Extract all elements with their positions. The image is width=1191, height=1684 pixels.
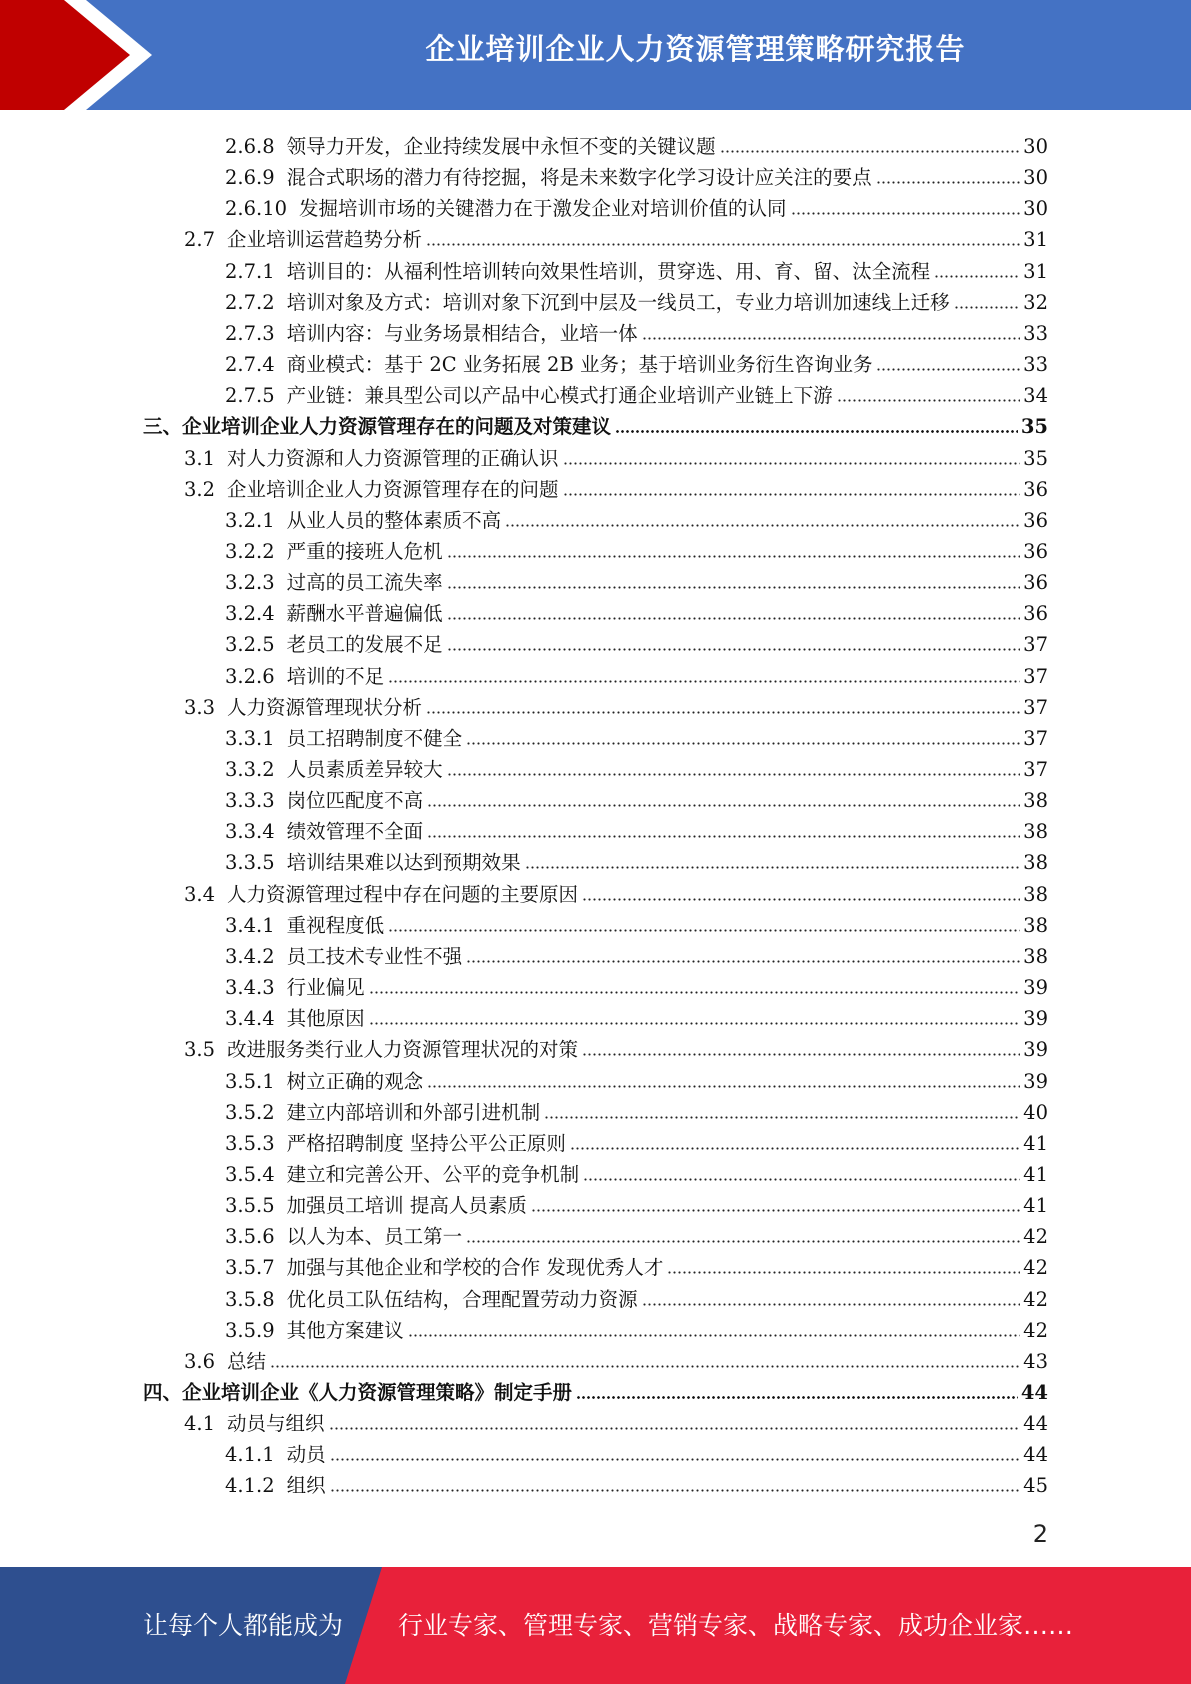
toc-entry-title: 员工招聘制度不健全: [286, 727, 463, 750]
toc-entry-number: 3.3: [184, 696, 216, 719]
toc-entry-title: 加强员工培训 提高人员素质: [286, 1194, 527, 1217]
toc-entry-page: 45: [1023, 1474, 1048, 1497]
toc-entry-number: 3.2.6: [225, 665, 275, 688]
toc-entry-title: 动员: [286, 1443, 326, 1466]
toc-entry[interactable]: [184, 470, 1048, 501]
toc-entry[interactable]: [225, 1248, 1048, 1279]
toc-entry-title: 树立正确的观念: [286, 1070, 424, 1093]
toc-dot-leader: [954, 304, 1021, 310]
toc-entry-page: 44: [1023, 1412, 1048, 1435]
toc-entry-page: 37: [1023, 633, 1048, 656]
toc-dot-leader: [369, 1020, 1021, 1026]
toc-entry-page: 30: [1023, 166, 1048, 189]
toc-entry[interactable]: [225, 1280, 1048, 1311]
toc-entry-number: 四、: [143, 1381, 183, 1404]
toc-entry-number: 3.5.4: [225, 1163, 275, 1186]
toc-entry-number: 2.6.9: [225, 166, 275, 189]
toc-entry[interactable]: [225, 283, 1048, 314]
document-title: 企业培训企业人力资源管理策略研究报告: [425, 32, 966, 66]
toc-entry-number: 3.5.2: [225, 1101, 275, 1124]
toc-entry-page: 38: [1023, 820, 1048, 843]
toc-entry-number: 4.1.1: [225, 1443, 275, 1466]
toc-entry[interactable]: [225, 314, 1048, 345]
toc-entry-number: 3.4.2: [225, 945, 275, 968]
footer-slogan-left: 让每个人都能成为: [143, 1611, 344, 1640]
toc-entry[interactable]: [225, 501, 1048, 532]
toc-dot-leader: [466, 958, 1020, 964]
toc-entry-title: 其他原因: [286, 1007, 365, 1030]
toc-entry-page: 30: [1023, 135, 1048, 158]
toc-entry-title: 严重的接班人危机: [286, 540, 443, 563]
toc-entry-number: 3.2.1: [225, 509, 275, 532]
toc-entry[interactable]: [225, 719, 1048, 750]
toc-entry[interactable]: [225, 999, 1048, 1030]
toc-entry-page: 36: [1023, 602, 1048, 625]
toc-entry-page: 31: [1023, 228, 1048, 251]
toc-entry-page: 41: [1023, 1163, 1048, 1186]
toc-dot-leader: [615, 428, 1018, 434]
toc-entry-title: 人力资源管理过程中存在问题的主要原因: [227, 883, 579, 906]
toc-entry-number: 3.4.3: [225, 976, 275, 999]
toc-entry-page: 35: [1023, 447, 1048, 470]
toc-entry[interactable]: [225, 127, 1048, 158]
toc-entry-page: 33: [1023, 322, 1048, 345]
toc-dot-leader: [583, 1176, 1020, 1182]
toc-entry-page: 42: [1023, 1319, 1048, 1342]
toc-entry[interactable]: [225, 657, 1048, 688]
toc-entry-title: 领导力开发，企业持续发展中永恒不变的关键议题: [286, 135, 716, 158]
toc-entry-number: 3.2.4: [225, 602, 275, 625]
toc-entry[interactable]: [225, 1186, 1048, 1217]
toc-dot-leader: [447, 615, 1021, 621]
toc-entry-number: 3.3.2: [225, 758, 275, 781]
toc-dot-leader: [531, 1207, 1020, 1213]
toc-entry-title: 培训的不足: [286, 665, 385, 688]
page-number: 2: [1032, 1520, 1048, 1548]
toc-entry[interactable]: [225, 625, 1048, 656]
toc-entry-page: 42: [1023, 1288, 1048, 1311]
toc-entry[interactable]: [184, 439, 1048, 470]
toc-entry-number: 3.3.5: [225, 851, 275, 874]
toc-entry[interactable]: [225, 594, 1048, 625]
toc-dot-leader: [427, 833, 1020, 839]
toc-dot-leader: [563, 460, 1021, 466]
toc-dot-leader: [582, 896, 1020, 902]
toc-dot-leader: [447, 553, 1021, 559]
toc-entry-title: 其他方案建议: [286, 1319, 404, 1342]
toc-entry-number: 2.6.10: [225, 197, 288, 220]
toc-entry-number: 2.7.2: [225, 291, 275, 314]
toc-entry[interactable]: [225, 252, 1048, 283]
toc-entry-title: 改进服务类行业人力资源管理状况的对策: [227, 1038, 579, 1061]
toc-entry[interactable]: [184, 688, 1048, 719]
toc-dot-leader: [426, 709, 1020, 715]
toc-entry-page: 37: [1023, 665, 1048, 688]
toc-entry-page: 41: [1023, 1194, 1048, 1217]
toc-entry[interactable]: [225, 376, 1048, 407]
toc-dot-leader: [427, 802, 1020, 808]
toc-entry-page: 44: [1020, 1381, 1048, 1404]
toc-entry-number: 3.2.3: [225, 571, 275, 594]
toc-entry[interactable]: [225, 158, 1048, 189]
toc-entry-number: 3.2.2: [225, 540, 275, 563]
toc-entry-page: 42: [1023, 1256, 1048, 1279]
toc-entry-title: 建立内部培训和外部引进机制: [286, 1101, 541, 1124]
toc-entry-page: 39: [1023, 1038, 1048, 1061]
toc-entry-title: 优化员工队伍结构，合理配置劳动力资源: [286, 1288, 638, 1311]
toc-entry-number: 3.4: [184, 883, 216, 906]
toc-entry[interactable]: [225, 1217, 1048, 1248]
toc-entry-title: 混合式职场的潜力有待挖掘，将是未来数字化学习设计应关注的要点: [286, 166, 872, 189]
toc-entry-page: 32: [1023, 291, 1048, 314]
toc-dot-leader: [329, 1425, 1021, 1431]
toc-entry-number: 2.6.8: [225, 135, 275, 158]
toc-entry-page: 31: [1023, 260, 1048, 283]
toc-entry[interactable]: [225, 1124, 1048, 1155]
toc-entry[interactable]: [225, 1093, 1048, 1124]
toc-entry-page: 37: [1023, 758, 1048, 781]
toc-entry-title: 对人力资源和人力资源管理的正确认识: [227, 447, 559, 470]
toc-entry[interactable]: [225, 968, 1048, 999]
toc-entry-title: 企业培训运营趋势分析: [227, 228, 423, 251]
toc-entry-page: 37: [1023, 696, 1048, 719]
toc-entry-page: 36: [1023, 540, 1048, 563]
toc-entry-number: 3.5.6: [225, 1225, 275, 1248]
toc-entry-title: 组织: [286, 1474, 326, 1497]
toc-entry[interactable]: [225, 812, 1048, 843]
toc-entry-page: 44: [1023, 1443, 1048, 1466]
toc-entry-number: 3.4.1: [225, 914, 275, 937]
toc-entry-title: 从业人员的整体素质不高: [286, 509, 502, 532]
toc-entry-title: 企业培训企业人力资源管理存在的问题及对策建议: [182, 415, 612, 438]
toc-entry-page: 38: [1023, 945, 1048, 968]
toc-dot-leader: [582, 1051, 1020, 1057]
page-header: [0, 0, 1191, 110]
toc-entry-number: 3.3.3: [225, 789, 275, 812]
toc-entry[interactable]: [225, 843, 1048, 874]
toc-dot-leader: [576, 1394, 1018, 1400]
toc-entry-number: 2.7.4: [225, 353, 275, 376]
toc-entry-number: 3.5.5: [225, 1194, 275, 1217]
toc-entry[interactable]: [225, 937, 1048, 968]
toc-entry-title: 员工技术专业性不强: [286, 945, 463, 968]
toc-dot-leader: [427, 1083, 1020, 1089]
toc-entry-page: 33: [1023, 353, 1048, 376]
toc-dot-leader: [426, 241, 1020, 247]
toc-entry-title: 动员与组织: [227, 1412, 325, 1435]
toc-entry[interactable]: [225, 1155, 1048, 1186]
toc-dot-leader: [544, 1114, 1020, 1120]
toc-entry-title: 总结: [227, 1350, 267, 1373]
toc-entry-title: 商业模式：基于 2C 业务拓展 2B 业务；基于培训业务衍生咨询业务: [286, 353, 873, 376]
toc-dot-leader: [447, 584, 1021, 590]
toc-entry-number: 3.3.1: [225, 727, 275, 750]
toc-dot-leader: [330, 1487, 1021, 1493]
toc-entry-title: 建立和完善公开、公平的竞争机制: [286, 1163, 580, 1186]
toc-dot-leader: [876, 366, 1020, 372]
toc-entry-title: 重视程度低: [286, 914, 385, 937]
toc-entry-title: 企业培训企业人力资源管理存在的问题: [227, 478, 559, 501]
toc-entry[interactable]: [225, 781, 1048, 812]
toc-entry-number: 3.2.5: [225, 633, 275, 656]
toc-entry-page: 39: [1023, 1070, 1048, 1093]
toc-entry[interactable]: [225, 1062, 1048, 1093]
toc-dot-leader: [642, 1301, 1021, 1307]
toc-dot-leader: [447, 771, 1021, 777]
toc-entry-title: 行业偏见: [286, 976, 365, 999]
toc-dot-leader: [570, 1145, 1020, 1151]
toc-entry-number: 3.3.4: [225, 820, 275, 843]
toc-entry[interactable]: [225, 1466, 1048, 1497]
toc-entry-number: 2.7.1: [225, 260, 275, 283]
toc-entry-number: 3.5.9: [225, 1319, 275, 1342]
toc-dot-leader: [270, 1363, 1020, 1369]
toc-entry-title: 老员工的发展不足: [286, 633, 443, 656]
toc-entry-title: 加强与其他企业和学校的合作 发现优秀人才: [286, 1256, 664, 1279]
toc-entry[interactable]: [225, 532, 1048, 563]
toc-entry-page: 37: [1023, 727, 1048, 750]
toc-dot-leader: [642, 335, 1021, 341]
toc-entry[interactable]: [225, 345, 1048, 376]
toc-entry-page: 41: [1023, 1132, 1048, 1155]
toc-entry-page: 39: [1023, 976, 1048, 999]
toc-dot-leader: [369, 989, 1021, 995]
toc-dot-leader: [876, 179, 1021, 185]
toc-entry-number: 2.7.3: [225, 322, 275, 345]
toc-dot-leader: [408, 1332, 1021, 1338]
toc-entry-page: 38: [1023, 914, 1048, 937]
toc-entry[interactable]: [225, 1435, 1048, 1466]
toc-entry[interactable]: [184, 1030, 1048, 1061]
toc-entry[interactable]: [225, 1311, 1048, 1342]
toc-entry-page: 36: [1023, 571, 1048, 594]
toc-entry-title: 薪酬水平普遍偏低: [286, 602, 443, 625]
toc-entry-number: 3.2: [184, 478, 216, 501]
toc-entry-title: 产业链：兼具型公司以产品中心模式打通企业培训产业链上下游: [286, 384, 833, 407]
toc-dot-leader: [667, 1269, 1020, 1275]
toc-dot-leader: [447, 646, 1021, 652]
toc-entry-number: 3.5.7: [225, 1256, 275, 1279]
toc-entry-number: 3.5.8: [225, 1288, 275, 1311]
toc-entry[interactable]: [225, 563, 1048, 594]
toc-entry-title: 过高的员工流失率: [286, 571, 443, 594]
toc-entry-number: 3.5: [184, 1038, 216, 1061]
toc-entry-page: 34: [1023, 384, 1048, 407]
toc-dot-leader: [505, 522, 1020, 528]
toc-dot-leader: [466, 740, 1020, 746]
page-footer: [0, 1567, 1191, 1684]
toc-dot-leader: [934, 273, 1020, 279]
toc-entry-title: 人力资源管理现状分析: [227, 696, 423, 719]
toc-entry[interactable]: [184, 220, 1048, 251]
toc-entry-page: 42: [1023, 1225, 1048, 1248]
toc-entry-page: 39: [1023, 1007, 1048, 1030]
toc-entry-title: 岗位匹配度不高: [286, 789, 424, 812]
toc-dot-leader: [837, 397, 1021, 403]
toc-entry[interactable]: [184, 1342, 1048, 1373]
toc-entry-number: 3.5.1: [225, 1070, 275, 1093]
toc-entry-number: 2.7.5: [225, 384, 275, 407]
toc-entry-number: 三、: [143, 415, 183, 438]
toc-dot-leader: [388, 678, 1020, 684]
toc-entry-page: 38: [1023, 883, 1048, 906]
toc-dot-leader: [388, 927, 1020, 933]
toc-entry-number: 4.1.2: [225, 1474, 275, 1497]
toc-entry[interactable]: [225, 189, 1048, 220]
toc-dot-leader: [791, 210, 1021, 216]
toc-entry[interactable]: [225, 750, 1048, 781]
toc-entry[interactable]: [184, 1404, 1048, 1435]
toc-entry-number: 4.1: [184, 1412, 216, 1435]
toc-dot-leader: [563, 491, 1021, 497]
toc-entry-title: 以人为本、员工第一: [286, 1225, 463, 1248]
toc-entry-title: 培训目的：从福利性培训转向效果性培训，贯穿选、用、育、留、汰全流程: [286, 260, 931, 283]
toc-dot-leader: [330, 1456, 1021, 1462]
toc-entry[interactable]: [143, 1373, 1048, 1404]
toc-entry-page: 43: [1023, 1350, 1048, 1373]
toc-entry-number: 3.5.3: [225, 1132, 275, 1155]
toc-entry-title: 严格招聘制度 坚持公平公正原则: [286, 1132, 566, 1155]
toc-entry-page: 38: [1023, 789, 1048, 812]
toc-entry-title: 培训内容：与业务场景相结合，业培一体: [286, 322, 638, 345]
toc-entry-number: 3.4.4: [225, 1007, 275, 1030]
toc-entry[interactable]: [225, 906, 1048, 937]
toc-entry-page: 30: [1023, 197, 1048, 220]
toc-entry-page: 35: [1020, 415, 1048, 438]
toc-entry-title: 培训结果难以达到预期效果: [286, 851, 521, 874]
header-arrow-decoration: [0, 0, 160, 110]
toc-entry-title: 发掘培训市场的关键潜力在于激发企业对培训价值的认同: [299, 197, 787, 220]
toc-entry[interactable]: [143, 407, 1048, 438]
toc-dot-leader: [720, 148, 1021, 154]
toc-entry-title: 企业培训企业《人力资源管理策略》制定手册: [182, 1381, 573, 1404]
toc-entry-page: 36: [1023, 509, 1048, 532]
toc-entry[interactable]: [184, 875, 1048, 906]
toc-entry-number: 2.7: [184, 228, 216, 251]
toc-dot-leader: [525, 864, 1021, 870]
toc-entry-number: 3.1: [184, 447, 216, 470]
toc-dot-leader: [466, 1238, 1020, 1244]
footer-slogan-right: 行业专家、管理专家、营销专家、战略专家、成功企业家……: [398, 1611, 1074, 1640]
toc-entry-page: 38: [1023, 851, 1048, 874]
toc-entry-title: 人员素质差异较大: [286, 758, 443, 781]
toc-entry-title: 绩效管理不全面: [286, 820, 424, 843]
toc-entry-page: 36: [1023, 478, 1048, 501]
toc-entry-title: 培训对象及方式：培训对象下沉到中层及一线员工，专业力培训加速线上迁移: [286, 291, 950, 314]
toc-entry-page: 40: [1023, 1101, 1048, 1124]
toc-entry-number: 3.6: [184, 1350, 216, 1373]
